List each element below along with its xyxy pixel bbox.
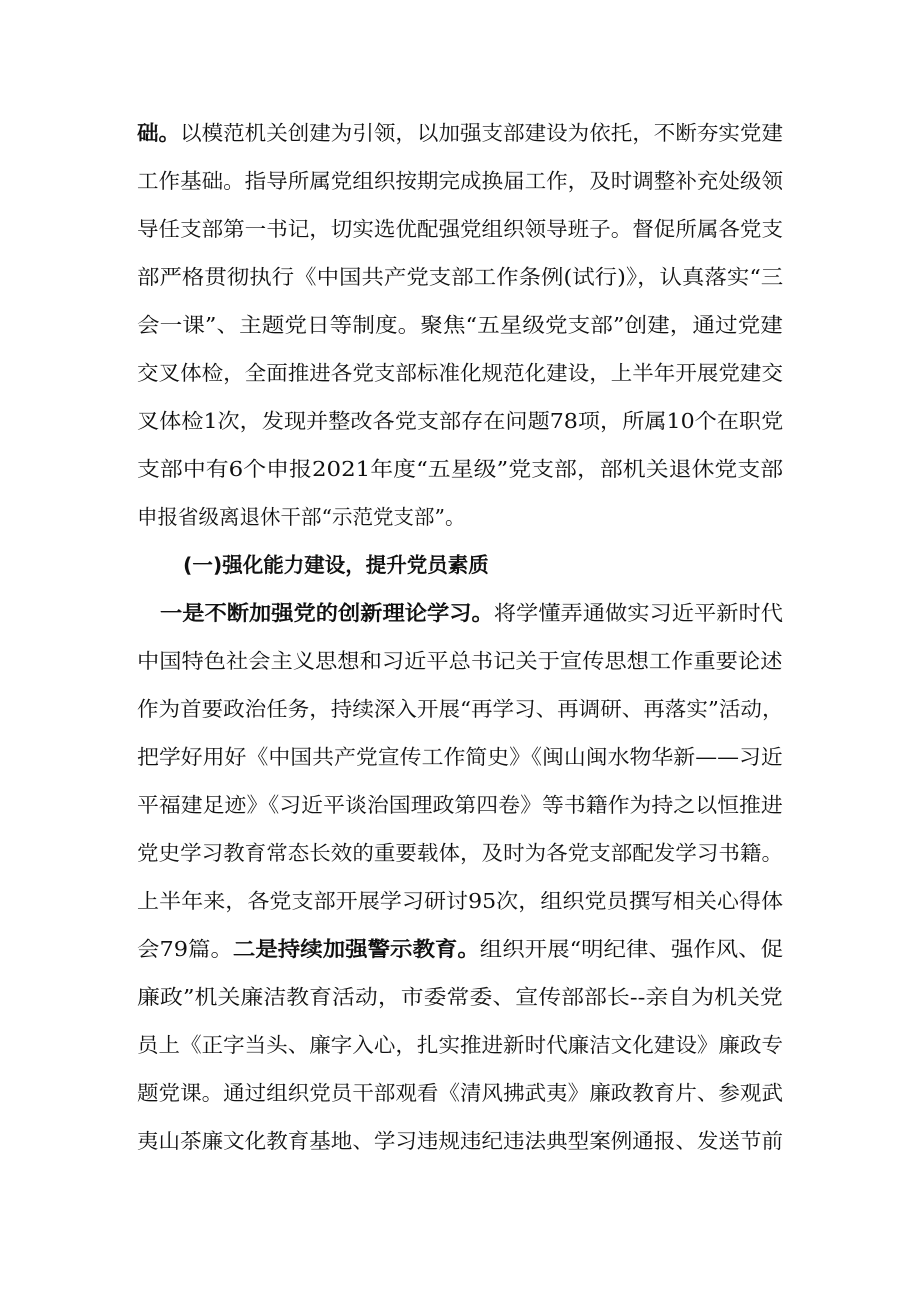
text-run: 组织开展“明纪律、强作风、促 (479, 937, 784, 961)
paragraph-2-line-9: 廉政”机关廉洁教育活动，市委常委、宣传部部长--亲自为机关党 (137, 985, 783, 1009)
bold-lead: 础。 (137, 121, 181, 145)
text-run: 将学懂弄通做实习近平新时代 (493, 601, 784, 625)
paragraph-1-line-4: 部严格贯彻执行《中国共产党支部工作条例(试行)》，认真落实“三 (137, 265, 784, 289)
paragraph-2-line-1 (160, 593, 783, 633)
paragraph-2-line-7: 上半年来，各党支部开展学习研讨95次，组织党员撰写相关心得体 (137, 889, 784, 913)
paragraph-1-line-9: 申报省级离退休干部“示范党支部”。 (137, 505, 466, 529)
paragraph-1-line-2: 工作基础。指导所属党组织按期完成换届工作，及时调整补充处级领 (137, 169, 783, 193)
paragraph-1-line-6: 交叉体检，全面推进各党支部标准化规范化建设，上半年开展党建交 (137, 361, 783, 385)
bold-lead: 二是持续加强警示教育。 (232, 937, 480, 961)
paragraph-2-line-12: 夷山茶廉文化教育基地、学习违规违纪违法典型案例通报、发送节前 (137, 1129, 783, 1153)
bold-lead: 一是不断加强党的创新理论学习。 (160, 601, 494, 625)
paragraph-1-line-8: 支部中有6个申报2021年度“五星级”党支部，部机关退休党支部 (137, 457, 784, 481)
paragraph-2-line-10: 员上《正字当头、廉字入心，扎实推进新时代廉洁文化建设》廉政专 (137, 1033, 783, 1057)
paragraph-1-line-1 (137, 113, 783, 153)
paragraph-1-line-3: 导任支部第一书记，切实选优配强党组织领导班子。督促所属各党支 (137, 217, 783, 241)
section-heading: (一)强化能力建设，提升党员素质 (183, 553, 489, 577)
paragraph-2-line-8 (137, 929, 783, 969)
text-run: 以模范机关创建为引领，以加强支部建设为依托，不断夯实党建 (180, 121, 783, 145)
paragraph-2-line-3: 作为首要政治任务，持续深入开展“再学习、再调研、再落实”活动， (137, 697, 784, 721)
paragraph-2-line-4: 把学好用好《中国共产党宣传工作简史》《闽山闽水物华新——习近 (137, 745, 783, 769)
paragraph-2-line-11: 题党课。通过组织党员干部观看《清风拂武夷》廉政教育片、参观武 (137, 1081, 783, 1105)
paragraph-2-line-2: 中国特色社会主义思想和习近平总书记关于宣传思想工作重要论述 (137, 649, 783, 673)
paragraph-1-line-5: 会一课”、主题党日等制度。聚焦“五星级党支部”创建，通过党建 (137, 313, 783, 337)
text-run: 会79篇。 (137, 937, 233, 961)
paragraph-1-line-7: 叉体检1次，发现并整改各党支部存在问题78项，所属10个在职党 (137, 409, 784, 433)
paragraph-2-line-6: 党史学习教育常态长效的重要载体，及时为各党支部配发学习书籍。 (137, 841, 783, 865)
paragraph-2-line-5: 平福建足迹》《习近平谈治国理政第四卷》等书籍作为持之以恒推进 (137, 793, 783, 817)
